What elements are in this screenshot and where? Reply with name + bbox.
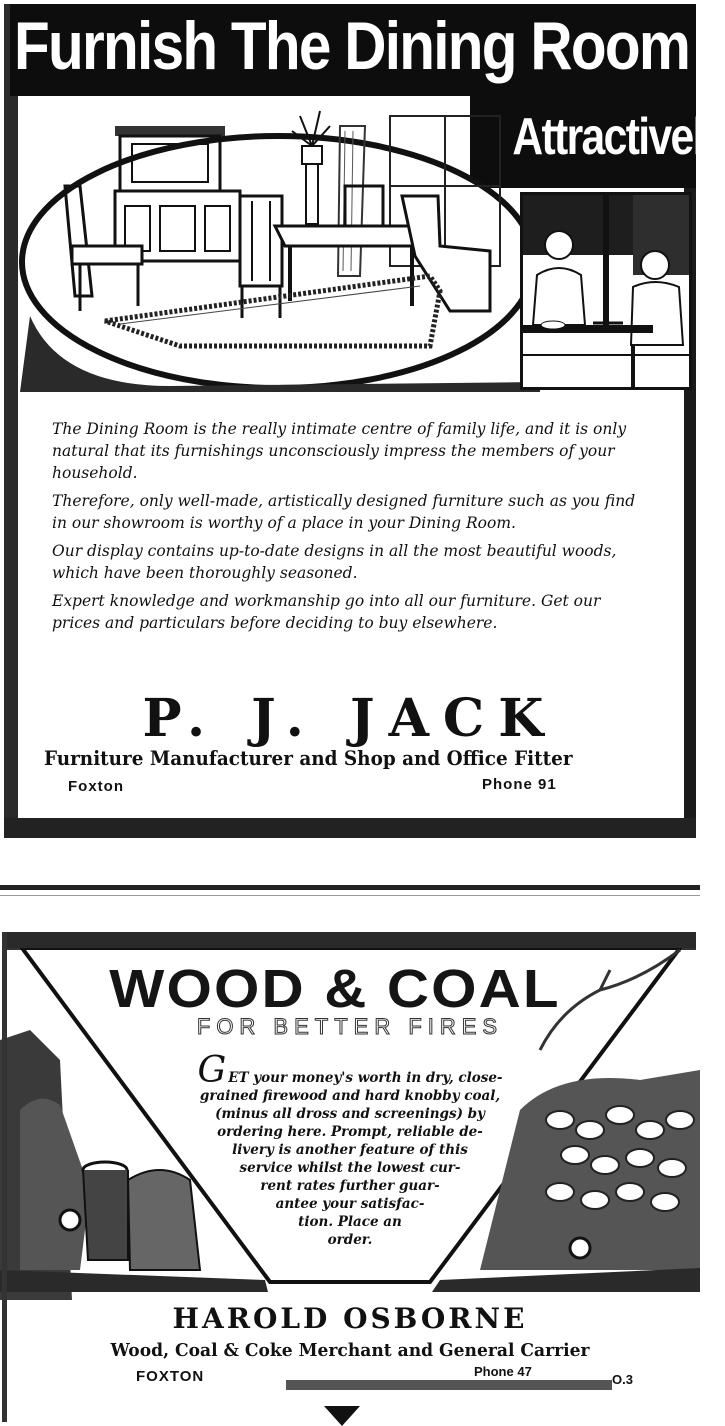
- body-paragraph: Therefore, only well-made, artistically designed furniture such as you find in our showroom is worthy of a place in your Dining Room.: [52, 492, 636, 532]
- body-line: order.: [327, 1232, 373, 1248]
- business-name: HAROLD OSBORNE: [172, 1302, 528, 1335]
- business-name: P. J. JACK: [142, 688, 558, 749]
- body-line: grained firewood and hard knobby coal,: [199, 1088, 501, 1104]
- business-town: Foxton: [68, 778, 124, 795]
- drop-cap: G: [197, 1050, 227, 1091]
- ad-subtitle: FOR BETTER FIRES: [196, 1014, 504, 1039]
- body-line: (minus all dross and screenings) by: [215, 1106, 485, 1122]
- body-line: livery is another feature of this: [232, 1142, 468, 1158]
- column-divider-thin: [0, 895, 700, 896]
- business-trade: Wood, Coal & Coke Merchant and General Carrier: [110, 1340, 590, 1361]
- ad-top-band: [6, 932, 696, 948]
- ad-title: WOOD & COAL: [109, 959, 561, 1019]
- ad-subheadline: Attractively: [512, 108, 725, 166]
- ad-footer-band: [4, 818, 696, 838]
- ad-left-edge: [2, 932, 7, 1422]
- ad-headline: Furnish The Dining Room: [14, 8, 690, 84]
- ad-body-copy: [150, 1050, 550, 1249]
- body-line: tion. Place an: [298, 1214, 402, 1230]
- ad-reference-code: O.3: [612, 1372, 633, 1387]
- business-town: FOXTON: [136, 1368, 205, 1385]
- business-phone: Phone 47: [474, 1364, 532, 1379]
- business-phone: Phone 91: [482, 776, 557, 793]
- wood-coal-advertisement: [0, 930, 700, 1426]
- business-trade: Furniture Manufacturer and Shop and Office Fitter: [44, 746, 573, 770]
- body-line: rent rates further guar-: [260, 1178, 440, 1194]
- dining-couple-illustration: [523, 195, 689, 387]
- body-paragraph: The Dining Room is the really intimate centre of family life, and it is only natural that its furnishings unconsciously impress the members of your household.: [52, 420, 627, 482]
- body-line: [150, 1050, 550, 1091]
- ad-bottom-band: [286, 1380, 612, 1390]
- body-line: antee your satisfac-: [275, 1196, 425, 1212]
- body-paragraph: Our display contains up-to-date designs in all the most beautiful woods, which have been thoroughly seasoned.: [52, 542, 617, 582]
- body-line: service whilst the lowest cur-: [239, 1160, 461, 1176]
- body-line-text: ET your money's worth in dry, close-: [228, 1070, 503, 1086]
- triangle-pointer-icon: [324, 1406, 360, 1426]
- body-paragraph: Expert knowledge and workmanship go into all our furniture. Get our prices and particulars before deciding to buy elsewhere.: [52, 592, 601, 632]
- body-line: ordering here. Prompt, reliable de-: [217, 1124, 483, 1140]
- ad-body-copy: [52, 418, 652, 640]
- dining-couple-inset: [520, 192, 692, 390]
- dining-room-illustration: [20, 86, 540, 392]
- column-divider: [0, 885, 700, 890]
